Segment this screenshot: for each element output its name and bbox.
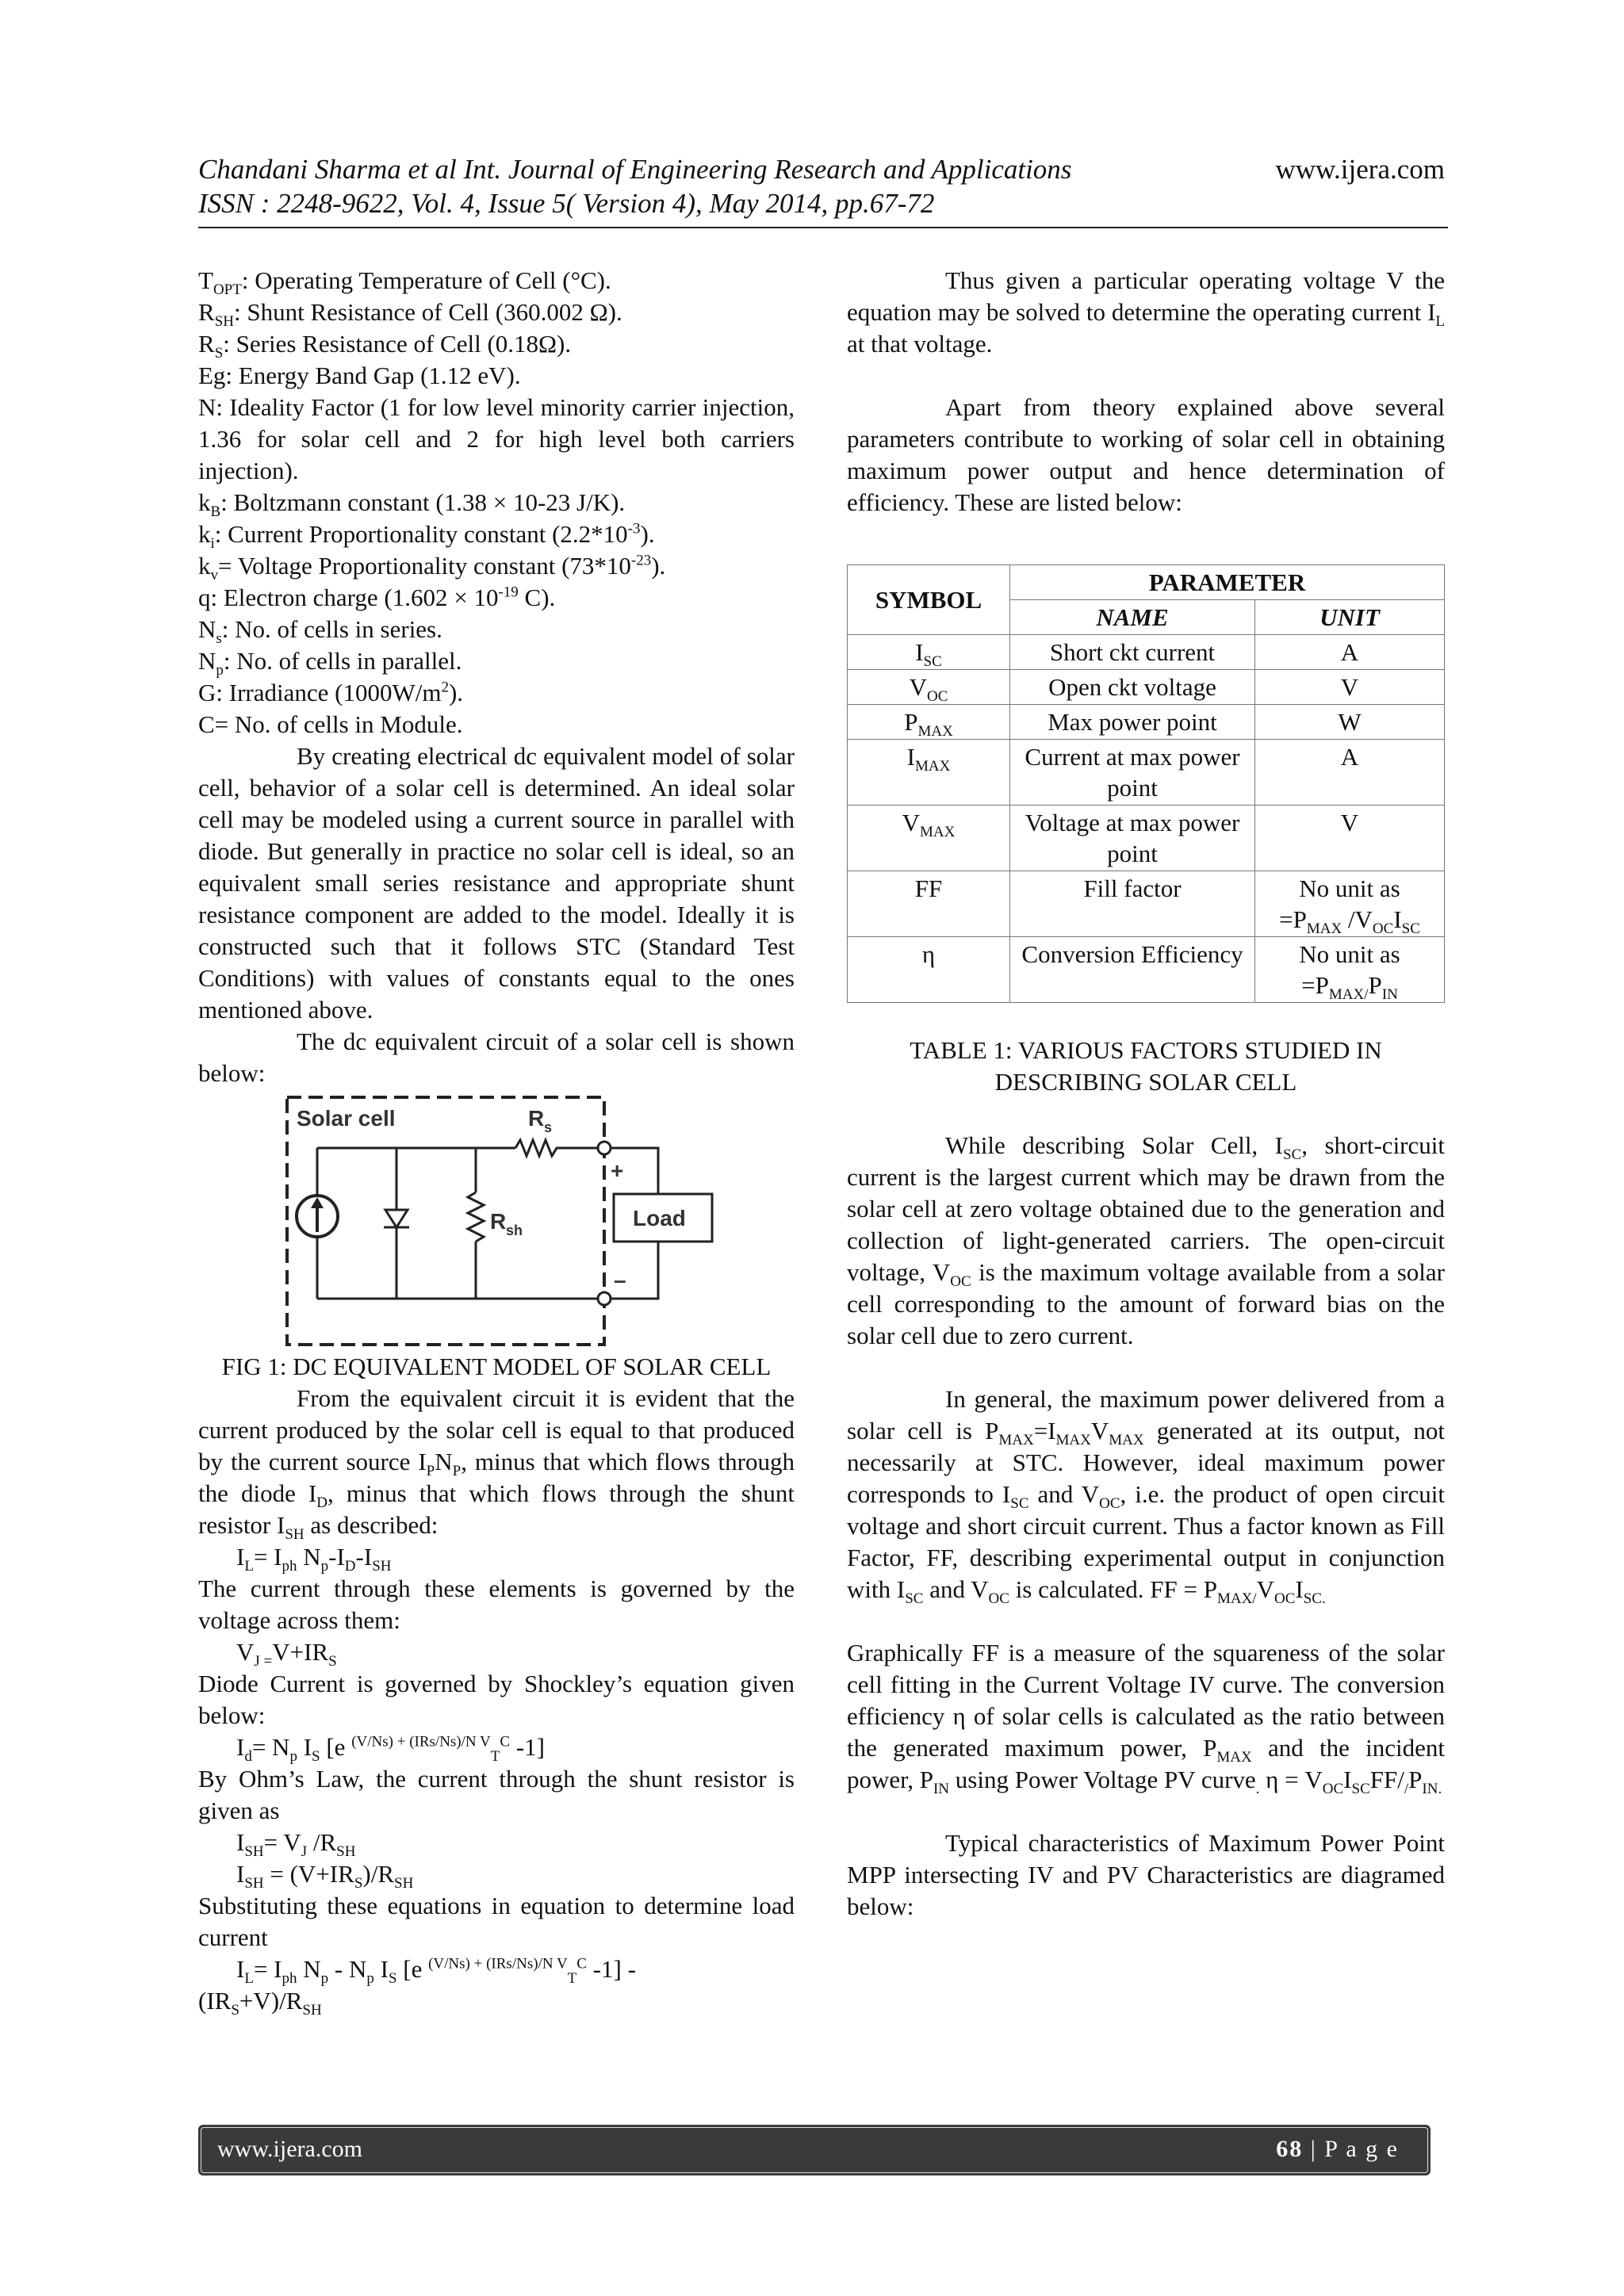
equation-shunt-current-2: $I_{SH} = (V+IR_S)/R_{SH}$ <box>236 1860 414 1892</box>
def-kb: $k_B$: Boltzmann constant (1.38 × 10-23 J/K). <box>198 488 626 521</box>
paragraph-ohms-law: By Ohm’s Law, the current through the shunt resistor is given as <box>198 1765 795 1824</box>
def-ki: $k_i$: Current Proportionality constant $(2.2*10^{-3})$. <box>198 520 655 553</box>
equation-final-load-current: $I_L= I_{ph}$ $N_p - N_p$ $I_S$ [e $^{(V/Ns) + (IRs/Ns)/N V}_T^C$ -1] - <box>236 1955 636 1988</box>
paragraph-parameters-intro: Apart from theory explained above several parameters contribute to working of solar cell in obtaining maximum power output and hence determination of efficiency. These are listed below: <box>847 393 1445 516</box>
dc-equivalent-circuit-figure <box>198 1089 795 1351</box>
def-topt: $T_{OPT}$: Operating Temperature of Cell (°C). <box>198 266 611 299</box>
series-resistor <box>515 1140 560 1156</box>
load-label: Load <box>633 1206 686 1230</box>
table-row: $I_{SC}$ Short ckt current A <box>848 635 1445 670</box>
def-n: N: Ideality Factor (1 for low level minority carrier injection, 1.36 for solar cell and 2 for high level both carriers injection). <box>198 393 795 484</box>
paragraph-equivalent-model: By creating electrical dc equivalent model of solar cell, behavior of a solar cell is determined. An ideal solar cell may be modeled using a current source in parallel with diode. But generally in practice no solar cell is ideal, so an equivalent small series resistance and appropriate shunt resistance component are added to the model. Ideally it is constructed such that it follows STC (Standard Test Conditions) with values of constants equal to the ones mentioned above. <box>198 742 795 1024</box>
paragraph-shockley: Diode Current is governed by Shockley’s equation given below: <box>198 1670 795 1729</box>
table-row: $V_{OC}$ Open ckt voltage V <box>848 670 1445 705</box>
left-column <box>198 265 795 2017</box>
def-c: C= No. of cells in Module. <box>198 710 463 738</box>
def-np: $N_p$: No. of cells in parallel. <box>198 647 462 679</box>
table-row: η Conversion Efficiency No unit as $=P_{MAX/}P_{IN}$ <box>848 937 1445 1003</box>
journal-citation-line: Chandani Sharma et al Int. Journal of Engineering Research and Applications <box>198 154 1072 185</box>
table-caption: TABLE 1: VARIOUS FACTORS STUDIED IN DESCRIBING SOLAR CELL <box>910 1036 1382 1096</box>
positive-terminal <box>598 1142 611 1154</box>
table-row: $I_{MAX}$ Current at max power point A <box>848 740 1445 806</box>
issn-line: ISSN : 2248-9622, Vol. 4, Issue 5( Version 4), May 2014, pp.67-72 <box>198 188 935 219</box>
minus-sign: – <box>614 1268 626 1292</box>
header-parameter: PARAMETER <box>1010 565 1445 600</box>
circuit-diagram <box>198 1089 795 1351</box>
equation-junction-voltage: $V_{J =}V+IR_S$ <box>236 1638 337 1670</box>
shunt-resistor <box>468 1192 484 1242</box>
def-rsh: $R_{SH}$: Shunt Resistance of Cell (360.002 Ω). <box>198 298 622 331</box>
series-resistor-label-sub: s <box>544 1119 553 1135</box>
equation-final-load-current-cont: $(IR_S+V)/R_{SH}$ <box>198 1987 322 2019</box>
paragraph-fill-factor: Graphically FF is a measure of the squareness of the solar cell fitting in the Current Voltage IV curve. The conversion efficiency η of solar cells is calculated as the ratio between the generated maximum power, $P_{MAX}$ and the incident power, $P_{IN}$ using Power Voltage PV curve$_.$ $\eta = V_{OC}I_{SC}FF/_/P_{IN.}$ <box>847 1639 1445 1798</box>
diode <box>385 1210 408 1227</box>
series-resistor-label: R <box>528 1106 545 1131</box>
def-ns: $N_s$: No. of cells in series. <box>198 615 442 648</box>
def-rs: $R_S$: Series Resistance of Cell (0.18Ω). <box>198 330 572 362</box>
solar-cell-label: Solar cell <box>297 1106 396 1131</box>
def-q: q: Electron charge ($1.602 \times 10^{-19}$ C). <box>198 584 556 611</box>
shunt-resistor-label: R <box>490 1209 507 1234</box>
paragraph-substituting: Substituting these equations in equation to determine load current <box>198 1892 795 1951</box>
header-unit: UNIT <box>1255 600 1445 635</box>
paragraph-voltage-governs: The current through these elements is governed by the voltage across them: <box>198 1575 795 1634</box>
def-g: G: Irradiance $(1000W/m^2)$. <box>198 679 464 706</box>
journal-url: www.ijera.com <box>1275 154 1445 185</box>
paragraph-operating-voltage: Thus given a particular operating voltage V the equation may be solved to determine the operating current $I_L$ at that voltage. <box>847 266 1445 358</box>
figure-caption: FIG 1: DC EQUIVALENT MODEL OF SOLAR CELL <box>221 1353 772 1380</box>
shunt-resistor-label-sub: sh <box>506 1223 523 1238</box>
table-row: FF Fill factor No unit as $=P_{MAX}$ $/V_{OC}I_{SC}$ <box>848 871 1445 937</box>
equation-diode-current: $I_d= N_p$ $I_S$ [e $^{(V/Ns) + (IRs/Ns)/N V}_T^C$ -1] <box>236 1733 545 1766</box>
paragraph-maximum-power: In general, the maximum power delivered from a solar cell is $P_{MAX}=I_{MAX}V_{MAX}$ generated at its output, not necessarily at STC. However, ideal maximum power corresponds to $I_{SC}$ and $V_{OC}$, i.e. the product of open circuit voltage and short circuit current. Thus a factor known as Fill Factor, FF, describing experimental output in conjunction with $I_{SC}$ and $V_{OC}$ is calculated. FF = $P_{MAX/}V_{OC}I_{SC.}$ <box>847 1385 1446 1608</box>
footer-border <box>201 2127 1428 2173</box>
table-row: $V_{MAX}$ Voltage at max power point V <box>848 806 1445 871</box>
header-symbol: SYMBOL <box>848 565 1010 635</box>
equation-shunt-current-1: $I_{SH}= V_J$ $/R_{SH}$ <box>236 1828 356 1861</box>
page-footer <box>198 2125 1431 2175</box>
right-column <box>847 265 1445 1923</box>
paragraph-circuit-intro: The dc equivalent circuit of a solar cell is shown below: <box>198 1027 795 1087</box>
equation-load-current: $I_L= I_{ph}$ $N_p-I_D-I_{SH}$ <box>236 1543 392 1575</box>
running-header <box>198 152 1445 220</box>
paragraph-current-analysis: From the equivalent circuit it is evident that the current produced by the solar cell is equal to that produced by the current source $I_PN_P$, minus that which flows through the diode $I_D$, minus that which flows through the shunt resistor $I_{SH}$ as described: <box>198 1384 795 1544</box>
paragraph-short-circuit: While describing Solar Cell, $I_{SC}$, short-circuit current is the largest current which may be drawn from the solar cell at zero voltage obtained due to the generation and collection of light-generated carriers. The open-circuit voltage, $V_{OC}$ is the maximum voltage available from a solar cell corresponding to the amount of forward bias on the solar cell due to zero current. <box>847 1131 1445 1349</box>
paragraph-mpp-intro: Typical characteristics of Maximum Power Point MPP intersecting IV and PV Characteristics are diagramed below: <box>847 1829 1445 1920</box>
header-rule <box>198 227 1448 228</box>
def-eg: Eg: Energy Band Gap (1.12 eV). <box>198 362 521 389</box>
def-kv: $k_v=$ Voltage Proportionality constant $(73*10^{-23})$. <box>198 552 666 584</box>
header-name: NAME <box>1010 600 1255 635</box>
plus-sign: + <box>611 1158 624 1183</box>
negative-terminal <box>598 1292 611 1305</box>
footer-url: www.ijera.com <box>217 2136 362 2162</box>
footer-page-number: 68 | P a g e <box>1276 2136 1399 2162</box>
parameters-table <box>847 564 1445 1003</box>
table-row: $P_{MAX}$ Max power point W <box>848 705 1445 740</box>
